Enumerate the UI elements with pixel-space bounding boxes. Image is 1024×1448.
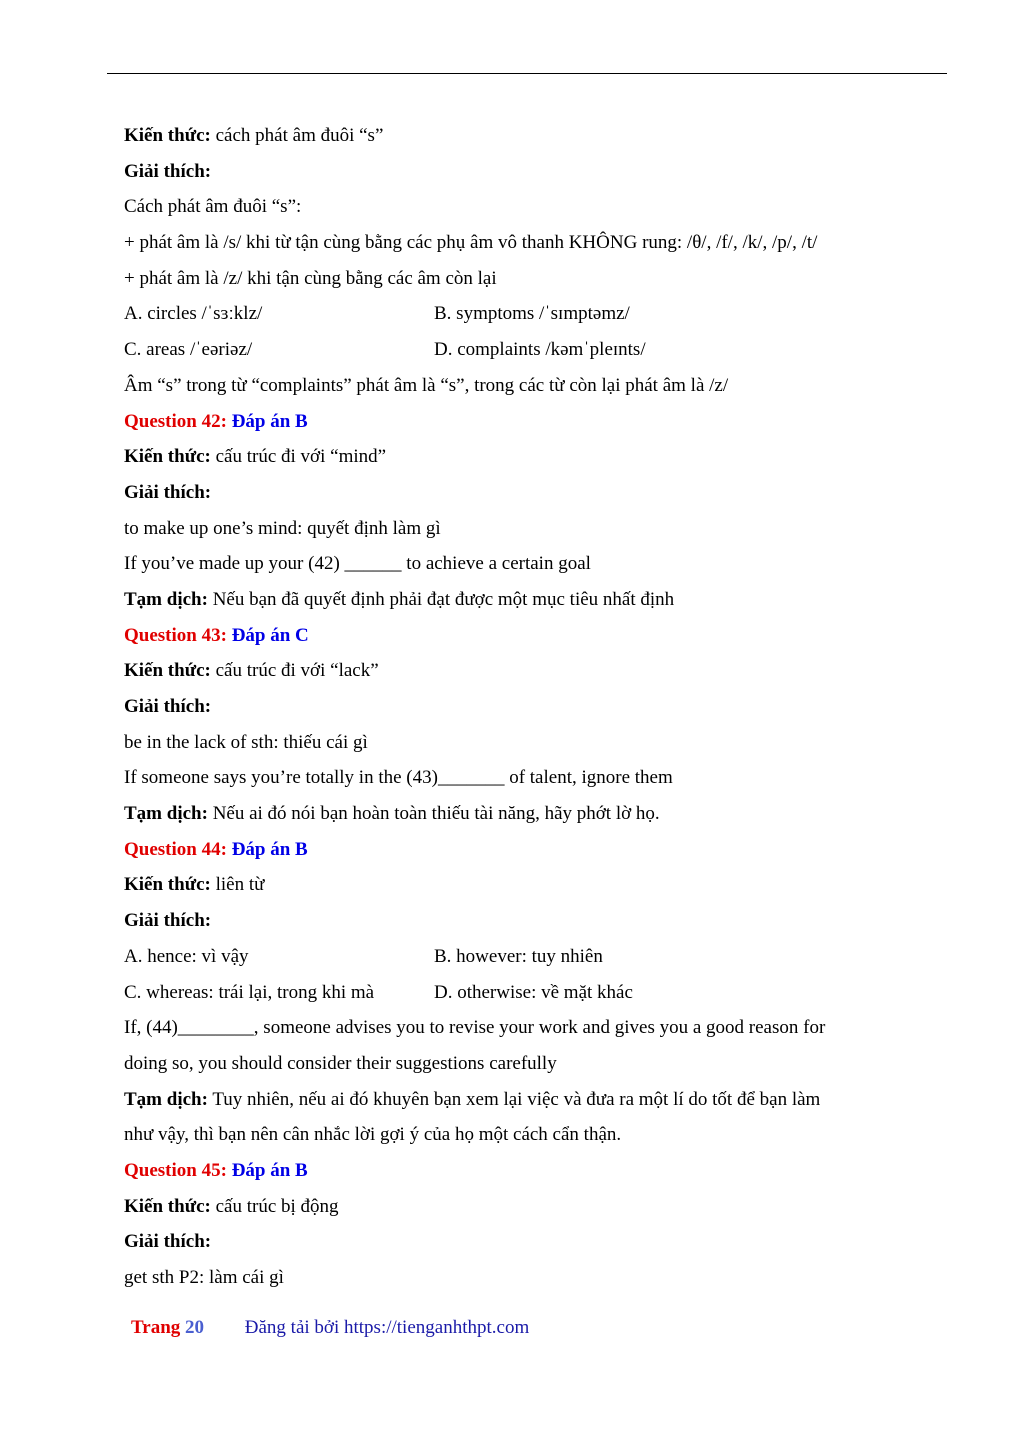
q43-line-2: If someone says you’re totally in the (43)_______ of talent, ignore them	[124, 767, 673, 789]
page-footer	[131, 1313, 529, 1343]
q44-option-d: D. otherwise: về mặt khác	[434, 981, 633, 1003]
q45-answer: Đáp án B	[231, 1159, 308, 1181]
q44-heading: Question 44: Đáp án B	[124, 838, 308, 860]
q44-options-cd	[124, 975, 904, 1011]
document-body	[124, 118, 904, 1296]
q43-knowledge: Kiến thức: cấu trúc đi với “lack”	[124, 660, 379, 682]
q41-rule-2: + phát âm là /z/ khi tận cùng bằng các âm còn lại	[124, 267, 497, 289]
q44-line-2: doing so, you should consider their suggestions carefully	[124, 1052, 557, 1074]
q45-heading: Question 45: Đáp án B	[124, 1159, 308, 1181]
q42-explain-label: Giải thích:	[124, 481, 212, 503]
q44-knowledge: Kiến thức: liên từ	[124, 874, 265, 896]
q41-options-ab	[124, 296, 904, 332]
q41-rule-title: Cách phát âm đuôi “s”:	[124, 196, 302, 218]
q41-option-c: C. areas /ˈeəriəz/	[124, 339, 253, 361]
q45-knowledge: Kiến thức: cấu trúc bị động	[124, 1195, 339, 1217]
q44-translation-cont: như vậy, thì bạn nên cân nhắc lời gợi ý của họ một cách cẩn thận.	[124, 1124, 622, 1146]
q41-explain-label: Giải thích:	[124, 160, 212, 182]
q44-explain-label: Giải thích:	[124, 910, 212, 932]
q41-knowledge: Kiến thức: cách phát âm đuôi “s”	[124, 125, 384, 146]
page-label: Trang	[131, 1317, 181, 1338]
q44-answer: Đáp án B	[231, 838, 308, 860]
q43-heading: Question 43: Đáp án C	[124, 624, 309, 646]
q42-heading: Question 42: Đáp án B	[124, 410, 308, 432]
q42-answer: Đáp án B	[231, 410, 308, 432]
q43-answer: Đáp án C	[231, 624, 309, 646]
q41-rule-1: + phát âm là /s/ khi từ tận cùng bằng các phụ âm vô thanh KHÔNG rung: /θ/, /f/, /k/, /p/, /t/	[124, 232, 818, 254]
q41-options-cd	[124, 332, 904, 368]
q42-line-1: to make up one’s mind: quyết định làm gì	[124, 517, 441, 539]
q45-explain-label: Giải thích:	[124, 1231, 212, 1253]
q44-options-ab	[124, 939, 904, 975]
q43-explain-label: Giải thích:	[124, 696, 212, 717]
uploader-link[interactable]: Đăng tải bởi https://tienganhthpt.com	[244, 1317, 530, 1338]
q42-knowledge: Kiến thức: cấu trúc đi với “mind”	[124, 446, 387, 468]
q41-conclusion: Âm “s” trong từ “complaints” phát âm là “s”, trong các từ còn lại phát âm là /z/	[124, 374, 729, 396]
q42-translation: Tạm dịch: Nếu bạn đã quyết định phải đạt được một mục tiêu nhất định	[124, 588, 675, 610]
q42-line-2: If you’ve made up your (42) ______ to achieve a certain goal	[124, 553, 591, 575]
q41-option-a: A. circles /ˈsɜːklz/	[124, 303, 263, 325]
q41-option-d: D. complaints /kəmˈpleɪnts/	[434, 339, 646, 361]
q44-translation: Tạm dịch: Tuy nhiên, nếu ai đó khuyên bạn xem lại việc và đưa ra một lí do tốt để bạn làm	[124, 1088, 821, 1110]
q44-option-b: B. however: tuy nhiên	[434, 945, 603, 967]
q44-option-a: A. hence: vì vậy	[124, 945, 249, 967]
q43-line-1: be in the lack of sth: thiếu cái gì	[124, 731, 368, 753]
q44-line-1: If, (44)________, someone advises you to revise your work and gives you a good reason for	[124, 1017, 826, 1039]
q41-option-b: B. symptoms /ˈsɪmptəmz/	[434, 303, 630, 325]
q45-line-1: get sth P2: làm cái gì	[124, 1267, 284, 1288]
q44-option-c: C. whereas: trái lại, trong khi mà	[124, 981, 375, 1003]
header-rule	[107, 73, 947, 74]
q43-translation: Tạm dịch: Nếu ai đó nói bạn hoàn toàn thiếu tài năng, hãy phớt lờ họ.	[124, 803, 660, 825]
page-number: 20	[185, 1317, 205, 1338]
